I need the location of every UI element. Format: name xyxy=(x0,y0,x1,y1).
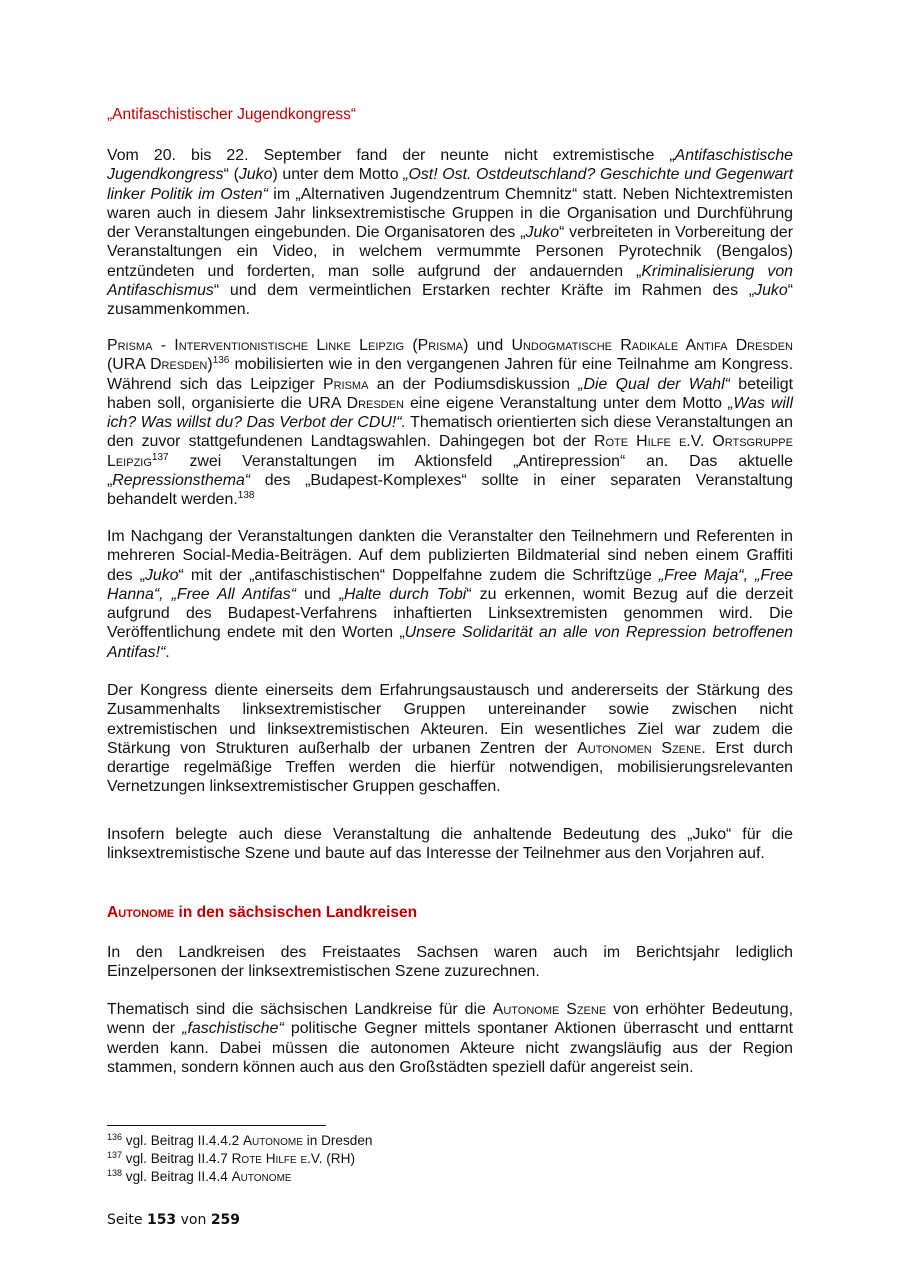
footnote-ref-137: 137 xyxy=(151,451,169,463)
paragraph-significance: Insofern belegte auch diese Veranstaltung die anhaltende Bedeutung des „Juko“ für die linksextremistische Szene und baute auf das Interesse der Teilnehmer aus den Vorjahren auf. xyxy=(107,826,793,863)
footnote-ref-136: 136 xyxy=(212,355,230,367)
paragraph-congress-purpose: Der Kongress diente einerseits dem Erfahrungsaustausch und andererseits der Stärkung des Zusammenhalts linksextremistischer Gruppen untereinander sowie zwischen nicht extremistischen und linksextremistischen Akteuren. Ein wesentliches Ziel war zudem die Stärkung von Strukturen außerhalb der urbanen Zentren der Autonomen Szene. Erst durch derartige regelmäßige Treffen werden die hierfür notwendigen, mobilisierungsrelevanten Vernetzungen linksextremistischer Gruppen geschaffen. xyxy=(107,682,793,796)
paragraph-juko-intro: Vom 20. bis 22. September fand der neunte nicht extremistische „Antifaschistische Jugendkongress“ (Juko) unter dem Motto „Ost! Ost. Ostdeutschland? Geschichte und Gegenwart linker Politik im Osten“ im „Alternativen Jugendzentrum Chemnitz“ statt. Neben Nichtextremisten waren auch in diesem Jahr linksextremistische Gruppen in die Organisation und Durchführung der Veranstaltungen eingebunden. Die Organisatoren des „Juko“ verbreiteten in Vorbereitung der Veranstaltungen ein Video, in welchem vermummte Personen Pyrotechnik (Bengalos) entzündeten und forderten, man solle aufgrund der andauernden „Kriminalisierung von Antifaschismus“ und dem vermeintlichen Erstarken rechter Kräfte im Rahmen des „Juko“ zusammenkommen. xyxy=(107,147,793,319)
footnote-138: $^{138}$ vgl. Beitrag II.4.4 Autonome xyxy=(107,1168,292,1184)
paragraph-aftermath: Im Nachgang der Veranstaltungen dankten die Veranstalter den Teilnehmern und Referenten in mehreren Social-Media-Beiträgen. Auf dem publizierten Bildmaterial sind neben einem Graffiti des „Juko“ mit der „antifaschistischen“ Doppelfahne zudem die Schriftzüge „Free Maja“, „Free Hanna“, „Free All Antifas“ und „Halte durch Tobi“ zu erkennen, womit Bezug auf die derzeit aufgrund des Budapest-Verfahrens inhaftierten Linksextremisten genommen wird. Die Veröffentlichung endete mit den Worten „Unsere Solidarität an alle von Repression betroffenen Antifas!“. xyxy=(107,528,793,661)
section-heading-juko: „Antifaschistischer Jugendkongress“ xyxy=(107,106,356,123)
paragraph-landkreise-persons: In den Landkreisen des Freistaates Sachsen waren auch im Berichtsjahr lediglich Einzelpersonen der linksextremistischen Szene zuzurechnen. xyxy=(107,944,793,981)
page-number: Seite 153 von 259 xyxy=(107,1212,241,1228)
section-heading-landkreise: Autonome in den sächsischen Landkreisen xyxy=(107,904,418,921)
footnote-137: $^{137}$ vgl. Beitrag II.4.7 Rote Hilfe e.V. (RH) xyxy=(107,1150,355,1166)
paragraph-landkreise-relevance: Thematisch sind die sächsischen Landkreise für die Autonome Szene von erhöhter Bedeutung, wenn der „faschistische“ politische Gegner mittels spontaner Aktionen überrascht und enttarnt werden kann. Dabei müssen die autonomen Akteure nicht zwangsläufig aus der Region stammen, sondern können auch aus den Großstädten speziell dafür angereist sein. xyxy=(107,1001,793,1076)
footnote-136: $^{136}$ vgl. Beitrag II.4.4.2 Autonome in Dresden xyxy=(107,1132,373,1148)
footnote-divider xyxy=(107,1125,326,1126)
footnote-ref-138: 138 xyxy=(237,490,255,502)
paragraph-groups: Prisma - Interventionistische Linke Leipzig (Prisma) und Undogmatische Radikale Antifa Dresden (URA Dresden)$^{136}$ mobilisierten wie in den vergangenen Jahren für eine Teilnahme am Kongress. Während sich das Leipziger Prisma an der Podiumsdiskussion „Die Qual der Wahl“ beteiligt haben soll, organisierte die URA Dresden eine eigene Veranstaltung unter dem Motto „Was will ich? Was willst du? Das Verbot der CDU!“. Thematisch orientierten sich diese Veranstaltungen an den zuvor stattgefundenen Landtagswahlen. Dahingegen bot der Rote Hilfe e.V. Ortsgruppe Leipzig$^{137}$ zwei Veranstaltungen im Aktionsfeld „Antirepression“ an. Das aktuelle „Repressionsthema“ des „Budapest-Komplexes“ sollte in einer separaten Veranstaltung behandelt werden.$^{138}$ xyxy=(107,337,794,509)
